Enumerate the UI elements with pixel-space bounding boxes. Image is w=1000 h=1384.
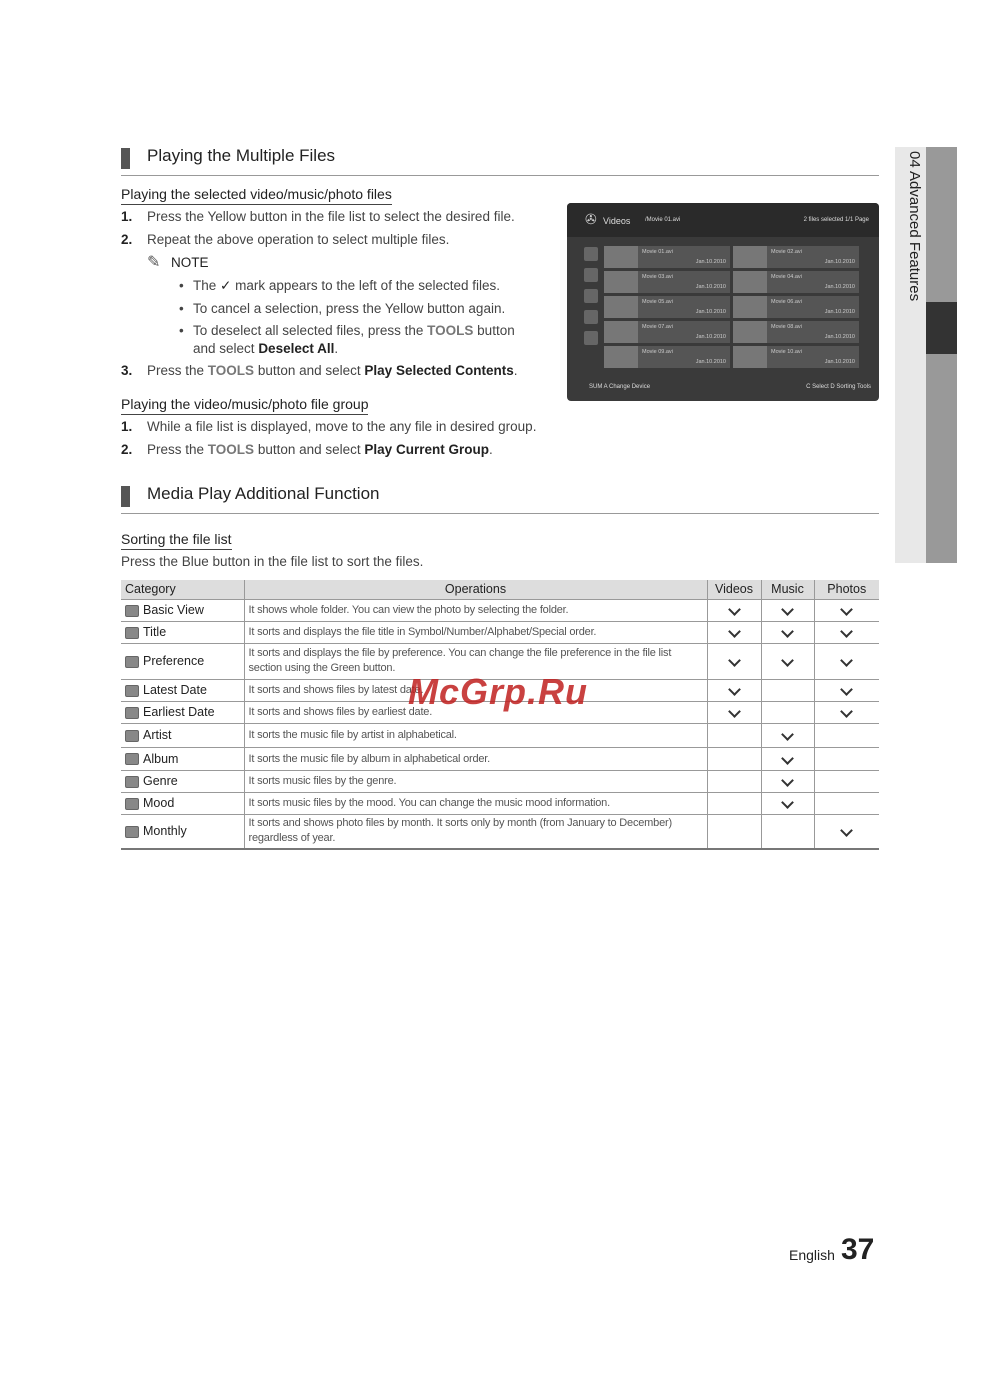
tv-file-cell: Movie 01.avi Jan.10.2010 <box>604 246 730 268</box>
check-chevron-icon <box>781 625 794 638</box>
tv-status: 2 files selected 1/1 Page <box>803 217 869 223</box>
note: ✎ NOTE <box>147 254 209 271</box>
header-operations: Operations <box>244 580 707 599</box>
tv-file-cell: Movie 10.avi Jan.10.2010 <box>733 346 859 368</box>
calendar-icon <box>125 685 139 697</box>
calendar-icon <box>584 289 598 303</box>
page-number: 37 <box>841 1233 875 1266</box>
tv-file-cell: Movie 06.avi Jan.10.2010 <box>733 296 859 318</box>
tv-file-cell: Movie 03.avi Jan.10.2010 <box>604 271 730 293</box>
header-videos: Videos <box>707 580 761 599</box>
header-category: Category <box>121 580 244 599</box>
note-bullet-3: • To deselect all selected files, press the TOOLS button and select Deselect All. <box>179 323 515 356</box>
check-chevron-icon <box>781 796 794 809</box>
check-chevron-icon <box>781 752 794 765</box>
section-heading-additional-function <box>121 484 879 514</box>
mood-icon <box>125 798 139 810</box>
subheading-sorting: Sorting the file list <box>121 531 232 550</box>
film-reel-icon: ✇ <box>585 211 597 227</box>
check-chevron-icon <box>781 774 794 787</box>
subheading-selected-files: Playing the selected video/music/photo files <box>121 186 392 205</box>
header-music: Music <box>761 580 814 599</box>
artist-icon <box>125 730 139 742</box>
group-step-1: 1. While a file list is displayed, move to the any file in desired group. <box>121 419 537 434</box>
chapter-side-tab <box>895 147 957 563</box>
table-row: Artist It sorts the music file by artist in alphabetical. <box>121 723 879 747</box>
table-row: Genre It sorts music files by the genre. <box>121 770 879 792</box>
heading-bar <box>121 148 130 169</box>
check-chevron-icon <box>840 683 853 696</box>
check-chevron-icon <box>781 654 794 667</box>
tv-title: Videos <box>603 216 631 226</box>
note-bullet-2: • To cancel a selection, press the Yellow button again. <box>179 301 506 316</box>
check-chevron-icon <box>840 654 853 667</box>
album-icon <box>125 753 139 765</box>
tv-file-cell: Movie 07.avi Jan.10.2010 <box>604 321 730 343</box>
star-icon <box>125 656 139 668</box>
check-chevron-icon <box>728 683 741 696</box>
tv-file-cell: Movie 02.avi Jan.10.2010 <box>733 246 859 268</box>
check-chevron-icon <box>728 625 741 638</box>
tv-file-cell: Movie 05.avi Jan.10.2010 <box>604 296 730 318</box>
check-chevron-icon <box>728 705 741 718</box>
chapter-label: 04 Advanced Features <box>906 151 923 302</box>
sorting-table <box>121 580 879 850</box>
heading-bar <box>121 486 130 507</box>
section-title: Playing the Multiple Files <box>147 146 336 165</box>
title-icon <box>125 627 139 639</box>
calendar-icon <box>584 310 598 324</box>
table-row: Basic View It shows whole folder. You can view the photo by selecting the folder. <box>121 599 879 621</box>
check-chevron-icon <box>840 705 853 718</box>
step-2: 2. Repeat the above operation to select multiple files. <box>121 232 450 247</box>
table-row: Title It sorts and displays the file title in Symbol/Number/Alphabet/Special order. <box>121 621 879 643</box>
table-row: Earliest Date It sorts and shows files by earliest date. <box>121 701 879 723</box>
section-title: Media Play Additional Function <box>147 484 380 503</box>
note-bullet-1: • The ✓ mark appears to the left of the selected files. <box>179 278 501 293</box>
folder-icon <box>125 605 139 617</box>
table-header-row <box>121 580 879 599</box>
check-chevron-icon <box>781 603 794 616</box>
tab-strip <box>926 147 957 563</box>
tv-file-cell: Movie 08.avi Jan.10.2010 <box>733 321 859 343</box>
step-3: 3. Press the TOOLS button and select Play Selected Contents. <box>121 363 518 378</box>
tv-file-cell: Movie 04.avi Jan.10.2010 <box>733 271 859 293</box>
tv-file-list-screenshot <box>567 203 879 401</box>
section-heading-multiple-files <box>121 146 879 176</box>
checkmark-icon: ✓ <box>220 278 232 293</box>
table-row: Latest Date It sorts and shows files by latest date. <box>121 679 879 701</box>
group-step-2: 2. Press the TOOLS button and select Play Current Group. <box>121 442 493 457</box>
table-row: Preference It sorts and displays the file by preference. You can change the file preference in the file list section using the Green button. <box>121 643 879 679</box>
star-icon <box>584 331 598 345</box>
tab-marker <box>926 302 957 354</box>
sorting-intro: Press the Blue button in the file list to sort the files. <box>121 554 424 569</box>
table-row: Monthly It sorts and shows photo files by month. It sorts only by month (from January to December) regardless of year. <box>121 814 879 849</box>
tv-file-cell: Movie 09.avi Jan.10.2010 <box>604 346 730 368</box>
tv-header <box>567 203 879 237</box>
tv-path: /Movie 01.avi <box>645 217 681 223</box>
genre-icon <box>125 776 139 788</box>
header-photos: Photos <box>814 580 879 599</box>
pencil-icon: ✎ <box>147 254 161 271</box>
check-chevron-icon <box>781 728 794 741</box>
check-chevron-icon <box>728 654 741 667</box>
folder-icon <box>584 247 598 261</box>
calendar-icon <box>125 707 139 719</box>
title-icon <box>584 268 598 282</box>
check-chevron-icon <box>840 625 853 638</box>
watermark: McGrp.Ru <box>408 671 589 712</box>
table-row: Mood It sorts music files by the mood. You can change the music mood information. <box>121 792 879 814</box>
step-1: 1. Press the Yellow button in the file list to select the desired file. <box>121 209 515 224</box>
footer-language: English <box>789 1247 835 1263</box>
check-chevron-icon <box>840 824 853 837</box>
table-row: Album It sorts the music file by album in alphabetical order. <box>121 747 879 770</box>
subheading-file-group: Playing the video/music/photo file group <box>121 396 368 415</box>
tv-category-sidebar <box>584 247 600 353</box>
calendar-icon <box>125 826 139 838</box>
check-chevron-icon <box>728 603 741 616</box>
tv-bottom-bar: SUM A Change Device C Select D Sorting Tools <box>589 384 871 390</box>
check-chevron-icon <box>840 603 853 616</box>
